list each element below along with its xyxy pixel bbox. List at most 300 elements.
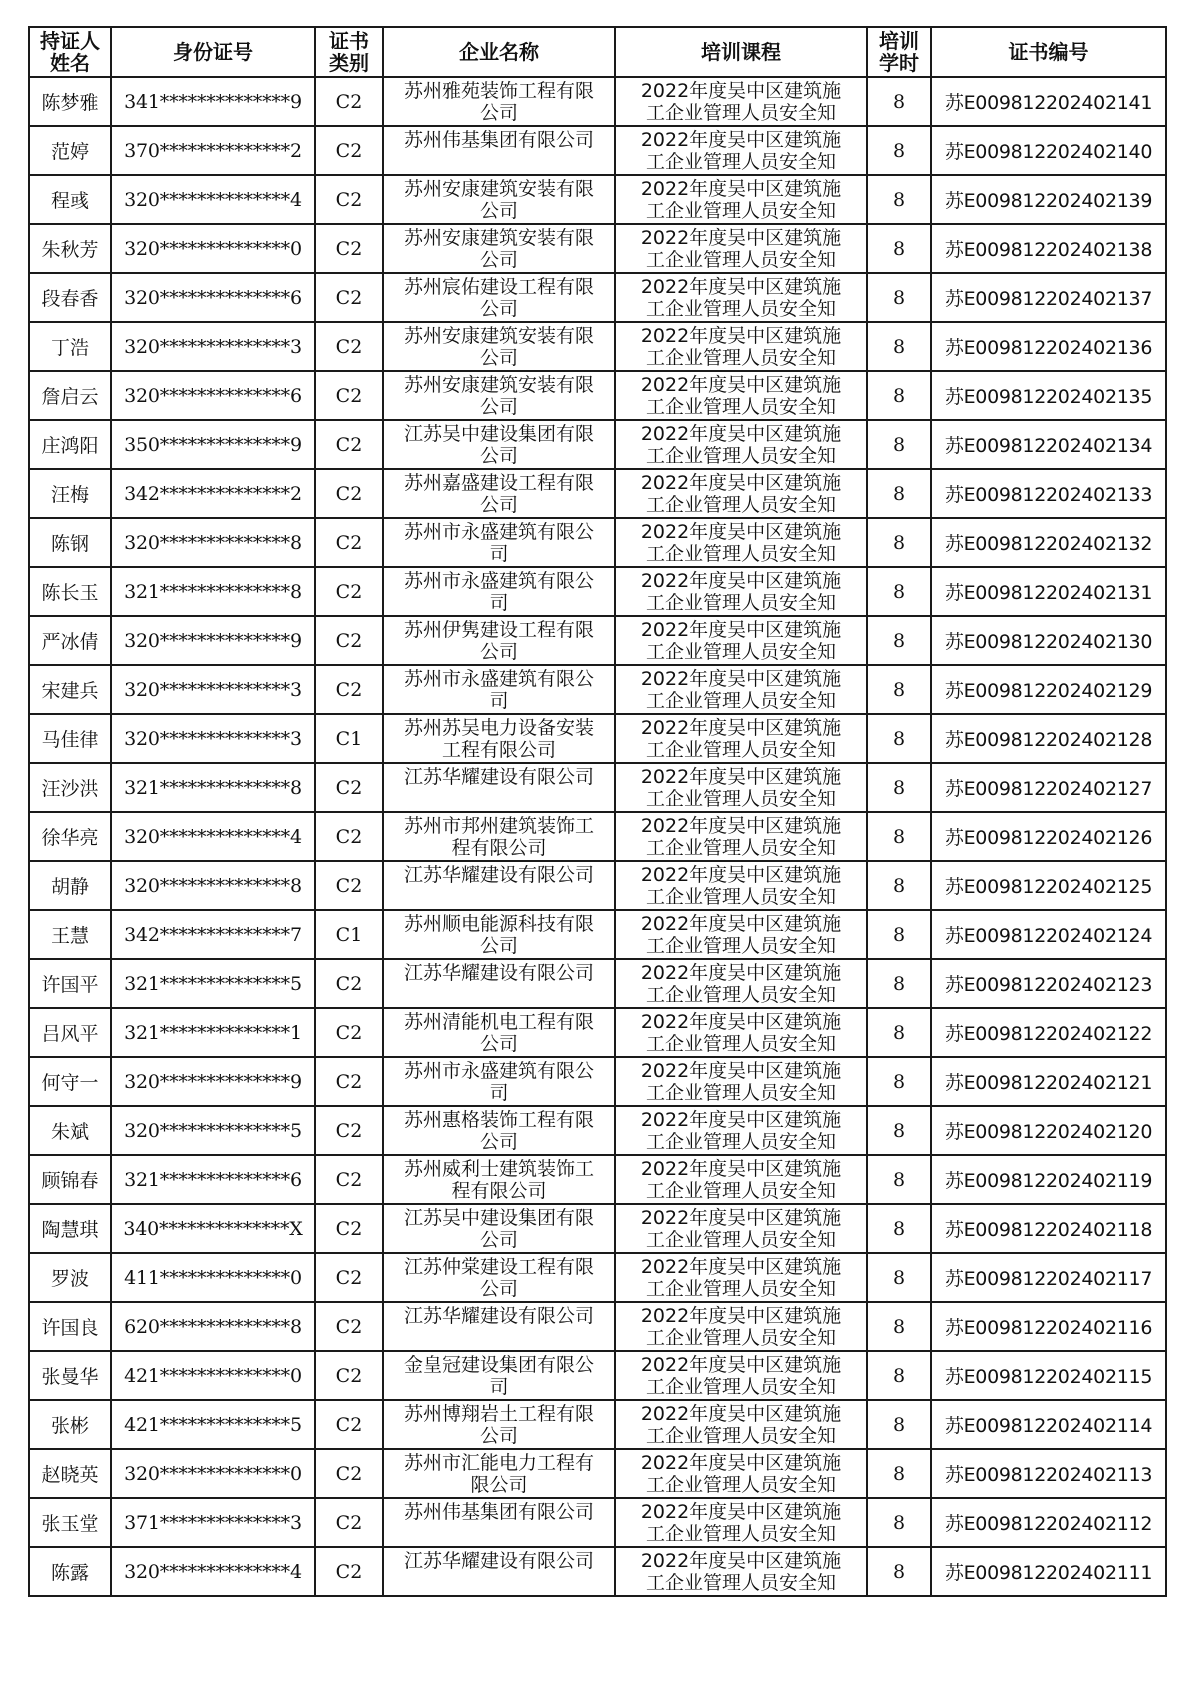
cert-type-cell: C2: [315, 518, 383, 567]
company-cell: [383, 322, 615, 371]
table-body: [29, 77, 1166, 1596]
company-cell: [383, 1008, 615, 1057]
company-cell-text: 江苏华耀建设有限公司: [404, 1305, 594, 1327]
company-cell-text: 苏州市永盛建筑有限公司: [404, 570, 594, 614]
hours-cell: 8: [867, 861, 931, 910]
id-number-cell: 321**************8: [111, 763, 315, 812]
course-cell-text: 2022年度吴中区建筑施工企业管理人员安全知: [640, 472, 842, 516]
holder-name-cell: 陈长玉: [29, 567, 111, 616]
holder-name-cell: 许国良: [29, 1302, 111, 1351]
hours-cell: 8: [867, 567, 931, 616]
course-cell: [615, 1302, 867, 1351]
header-company: 企业名称: [383, 27, 615, 77]
course-cell: [615, 959, 867, 1008]
table-row: [29, 1302, 1166, 1351]
holder-name-cell: 吕风平: [29, 1008, 111, 1057]
hours-cell: 8: [867, 518, 931, 567]
table-row: [29, 1106, 1166, 1155]
company-cell-text: 苏州安康建筑安装有限公司: [404, 178, 594, 222]
header-id-number: 身份证号: [111, 27, 315, 77]
holder-name-cell: 汪梅: [29, 469, 111, 518]
course-cell-text: 2022年度吴中区建筑施工企业管理人员安全知: [640, 521, 842, 565]
hours-cell: 8: [867, 420, 931, 469]
company-cell: [383, 1547, 615, 1596]
cert-number-cell: 苏E009812202402113: [931, 1449, 1166, 1498]
course-cell-text: 2022年度吴中区建筑施工企业管理人员安全知: [640, 570, 842, 614]
id-number-cell: 411**************0: [111, 1253, 315, 1302]
holder-name-cell: 赵晓英: [29, 1449, 111, 1498]
header-row: [29, 27, 1166, 77]
cert-number-cell: 苏E009812202402135: [931, 371, 1166, 420]
course-cell: [615, 371, 867, 420]
course-cell: [615, 763, 867, 812]
company-cell: [383, 665, 615, 714]
cert-number-cell: 苏E009812202402117: [931, 1253, 1166, 1302]
hours-cell: 8: [867, 1155, 931, 1204]
course-cell: [615, 1253, 867, 1302]
cert-type-cell: C2: [315, 1449, 383, 1498]
holder-name-cell: 许国平: [29, 959, 111, 1008]
cert-type-cell: C2: [315, 1106, 383, 1155]
cert-type-cell: C2: [315, 616, 383, 665]
cert-number-cell: 苏E009812202402121: [931, 1057, 1166, 1106]
course-cell-text: 2022年度吴中区建筑施工企业管理人员安全知: [640, 1011, 842, 1055]
course-cell-text: 2022年度吴中区建筑施工企业管理人员安全知: [640, 962, 842, 1006]
company-cell: [383, 567, 615, 616]
cert-type-cell: C2: [315, 665, 383, 714]
id-number-cell: 320**************4: [111, 812, 315, 861]
hours-cell: 8: [867, 224, 931, 273]
cert-number-cell: 苏E009812202402119: [931, 1155, 1166, 1204]
id-number-cell: 320**************5: [111, 1106, 315, 1155]
hours-cell: 8: [867, 665, 931, 714]
cert-number-cell: 苏E009812202402125: [931, 861, 1166, 910]
hours-cell: 8: [867, 714, 931, 763]
course-cell: [615, 469, 867, 518]
company-cell-text: 苏州伟基集团有限公司: [404, 129, 594, 151]
hours-cell: 8: [867, 1302, 931, 1351]
cert-type-cell: C2: [315, 77, 383, 126]
company-cell-text: 苏州市永盛建筑有限公司: [404, 1060, 594, 1104]
id-number-cell: 620**************8: [111, 1302, 315, 1351]
course-cell: [615, 812, 867, 861]
holder-name-cell: 陈露: [29, 1547, 111, 1596]
course-cell-text: 2022年度吴中区建筑施工企业管理人员安全知: [640, 1305, 842, 1349]
company-cell: [383, 1204, 615, 1253]
cert-type-cell: C2: [315, 175, 383, 224]
company-cell-text: 苏州市永盛建筑有限公司: [404, 521, 594, 565]
cert-type-cell: C2: [315, 1204, 383, 1253]
id-number-cell: 342**************7: [111, 910, 315, 959]
cert-type-cell: C1: [315, 714, 383, 763]
holder-name-cell: 张玉堂: [29, 1498, 111, 1547]
id-number-cell: 321**************1: [111, 1008, 315, 1057]
hours-cell: 8: [867, 959, 931, 1008]
cert-type-cell: C2: [315, 126, 383, 175]
table-row: [29, 175, 1166, 224]
company-cell: [383, 714, 615, 763]
course-cell-text: 2022年度吴中区建筑施工企业管理人员安全知: [640, 815, 842, 859]
course-cell: [615, 616, 867, 665]
company-cell-text: 苏州苏吴电力设备安装工程有限公司: [404, 717, 594, 761]
course-cell: [615, 420, 867, 469]
cert-number-cell: 苏E009812202402111: [931, 1547, 1166, 1596]
company-cell-text: 苏州市永盛建筑有限公司: [404, 668, 594, 712]
hours-cell: 8: [867, 763, 931, 812]
table-row: [29, 1253, 1166, 1302]
company-cell: [383, 175, 615, 224]
course-cell-text: 2022年度吴中区建筑施工企业管理人员安全知: [640, 374, 842, 418]
table-row: [29, 273, 1166, 322]
cert-number-cell: 苏E009812202402114: [931, 1400, 1166, 1449]
hours-cell: 8: [867, 1547, 931, 1596]
course-cell-text: 2022年度吴中区建筑施工企业管理人员安全知: [640, 864, 842, 908]
id-number-cell: 321**************8: [111, 567, 315, 616]
table-row: [29, 77, 1166, 126]
id-number-cell: 320**************3: [111, 714, 315, 763]
header-holder-name: 持证人姓名: [29, 27, 111, 77]
table-row: [29, 763, 1166, 812]
table-row: [29, 126, 1166, 175]
cert-number-cell: 苏E009812202402136: [931, 322, 1166, 371]
table-row: [29, 371, 1166, 420]
company-cell-text: 苏州威利士建筑装饰工程有限公司: [404, 1158, 594, 1202]
table-row: [29, 1449, 1166, 1498]
table-row: [29, 812, 1166, 861]
cert-number-cell: 苏E009812202402133: [931, 469, 1166, 518]
company-cell: [383, 1498, 615, 1547]
cert-number-cell: 苏E009812202402129: [931, 665, 1166, 714]
table-header: [29, 27, 1166, 77]
company-cell-text: 苏州安康建筑安装有限公司: [404, 374, 594, 418]
id-number-cell: 320**************4: [111, 1547, 315, 1596]
course-cell-text: 2022年度吴中区建筑施工企业管理人员安全知: [640, 1403, 842, 1447]
holder-name-cell: 宋建兵: [29, 665, 111, 714]
id-number-cell: 340**************X: [111, 1204, 315, 1253]
table-row: [29, 1155, 1166, 1204]
course-cell: [615, 567, 867, 616]
table-row: [29, 861, 1166, 910]
hours-cell: 8: [867, 371, 931, 420]
course-cell: [615, 518, 867, 567]
id-number-cell: 320**************4: [111, 175, 315, 224]
hours-cell: 8: [867, 1400, 931, 1449]
company-cell-text: 江苏吴中建设集团有限公司: [404, 423, 594, 467]
cert-type-cell: C2: [315, 1498, 383, 1547]
company-cell: [383, 616, 615, 665]
id-number-cell: 350**************9: [111, 420, 315, 469]
hours-cell: 8: [867, 1008, 931, 1057]
hours-cell: 8: [867, 1253, 931, 1302]
id-number-cell: 320**************6: [111, 371, 315, 420]
course-cell-text: 2022年度吴中区建筑施工企业管理人员安全知: [640, 668, 842, 712]
course-cell-text: 2022年度吴中区建筑施工企业管理人员安全知: [640, 227, 842, 271]
holder-name-cell: 朱斌: [29, 1106, 111, 1155]
holder-name-cell: 朱秋芳: [29, 224, 111, 273]
company-cell-text: 苏州安康建筑安装有限公司: [404, 325, 594, 369]
course-cell: [615, 1400, 867, 1449]
company-cell: [383, 812, 615, 861]
header-course: 培训课程: [615, 27, 867, 77]
course-cell-text: 2022年度吴中区建筑施工企业管理人员安全知: [640, 1550, 842, 1594]
course-cell: [615, 910, 867, 959]
course-cell: [615, 273, 867, 322]
holder-name-cell: 张曼华: [29, 1351, 111, 1400]
cert-type-cell: C2: [315, 469, 383, 518]
holder-name-cell: 陈钢: [29, 518, 111, 567]
course-cell: [615, 861, 867, 910]
course-cell-text: 2022年度吴中区建筑施工企业管理人员安全知: [640, 1207, 842, 1251]
holder-name-cell: 陈梦雅: [29, 77, 111, 126]
course-cell: [615, 1449, 867, 1498]
company-cell-text: 江苏仲棠建设工程有限公司: [404, 1256, 594, 1300]
course-cell: [615, 665, 867, 714]
hours-cell: 8: [867, 812, 931, 861]
id-number-cell: 320**************0: [111, 1449, 315, 1498]
hours-cell: 8: [867, 1204, 931, 1253]
company-cell: [383, 1400, 615, 1449]
holder-name-cell: 罗波: [29, 1253, 111, 1302]
course-cell-text: 2022年度吴中区建筑施工企业管理人员安全知: [640, 766, 842, 810]
course-cell-text: 2022年度吴中区建筑施工企业管理人员安全知: [640, 1109, 842, 1153]
header-hours: 培训学时: [867, 27, 931, 77]
holder-name-cell: 徐华亮: [29, 812, 111, 861]
cert-type-cell: C2: [315, 322, 383, 371]
course-cell: [615, 1155, 867, 1204]
company-cell-text: 金皇冠建设集团有限公司: [404, 1354, 594, 1398]
holder-name-cell: 马佳律: [29, 714, 111, 763]
company-cell: [383, 861, 615, 910]
course-cell: [615, 322, 867, 371]
company-cell-text: 苏州博翔岩土工程有限公司: [404, 1403, 594, 1447]
cert-number-cell: 苏E009812202402130: [931, 616, 1166, 665]
id-number-cell: 321**************5: [111, 959, 315, 1008]
holder-name-cell: 丁浩: [29, 322, 111, 371]
hours-cell: 8: [867, 175, 931, 224]
course-cell-text: 2022年度吴中区建筑施工企业管理人员安全知: [640, 276, 842, 320]
cert-type-cell: C2: [315, 812, 383, 861]
holder-name-cell: 范婷: [29, 126, 111, 175]
company-cell-text: 江苏华耀建设有限公司: [404, 1550, 594, 1572]
company-cell: [383, 1351, 615, 1400]
course-cell: [615, 1106, 867, 1155]
holder-name-cell: 张彬: [29, 1400, 111, 1449]
cert-type-cell: C2: [315, 1302, 383, 1351]
holder-name-cell: 詹启云: [29, 371, 111, 420]
company-cell: [383, 1302, 615, 1351]
holder-name-cell: 程彧: [29, 175, 111, 224]
holder-name-cell: 汪沙洪: [29, 763, 111, 812]
company-cell: [383, 273, 615, 322]
hours-cell: 8: [867, 77, 931, 126]
course-cell: [615, 1008, 867, 1057]
course-cell-text: 2022年度吴中区建筑施工企业管理人员安全知: [640, 129, 842, 173]
hours-cell: 8: [867, 1106, 931, 1155]
id-number-cell: 320**************9: [111, 1057, 315, 1106]
cert-number-cell: 苏E009812202402115: [931, 1351, 1166, 1400]
cert-number-cell: 苏E009812202402118: [931, 1204, 1166, 1253]
company-cell-text: 苏州清能机电工程有限公司: [404, 1011, 594, 1055]
company-cell-text: 江苏华耀建设有限公司: [404, 864, 594, 886]
cert-number-cell: 苏E009812202402116: [931, 1302, 1166, 1351]
company-cell-text: 苏州安康建筑安装有限公司: [404, 227, 594, 271]
company-cell: [383, 1106, 615, 1155]
company-cell: [383, 1057, 615, 1106]
cert-number-cell: 苏E009812202402127: [931, 763, 1166, 812]
company-cell: [383, 126, 615, 175]
table-row: [29, 567, 1166, 616]
holder-name-cell: 庄鸿阳: [29, 420, 111, 469]
holder-name-cell: 陶慧琪: [29, 1204, 111, 1253]
course-cell: [615, 175, 867, 224]
cert-type-cell: C2: [315, 371, 383, 420]
id-number-cell: 320**************6: [111, 273, 315, 322]
course-cell-text: 2022年度吴中区建筑施工企业管理人员安全知: [640, 1158, 842, 1202]
holder-name-cell: 顾锦春: [29, 1155, 111, 1204]
holder-name-cell: 何守一: [29, 1057, 111, 1106]
table-row: [29, 322, 1166, 371]
course-cell-text: 2022年度吴中区建筑施工企业管理人员安全知: [640, 717, 842, 761]
cert-number-cell: 苏E009812202402123: [931, 959, 1166, 1008]
cert-type-cell: C2: [315, 959, 383, 1008]
id-number-cell: 421**************5: [111, 1400, 315, 1449]
table-row: [29, 910, 1166, 959]
holder-name-cell: 段春香: [29, 273, 111, 322]
company-cell: [383, 469, 615, 518]
company-cell-text: 苏州惠格装饰工程有限公司: [404, 1109, 594, 1153]
company-cell: [383, 224, 615, 273]
course-cell: [615, 77, 867, 126]
cert-type-cell: C2: [315, 420, 383, 469]
course-cell-text: 2022年度吴中区建筑施工企业管理人员安全知: [640, 619, 842, 663]
company-cell-text: 苏州雅苑装饰工程有限公司: [404, 80, 594, 124]
cert-number-cell: 苏E009812202402120: [931, 1106, 1166, 1155]
company-cell: [383, 1449, 615, 1498]
table-row: [29, 1204, 1166, 1253]
cert-type-cell: C2: [315, 224, 383, 273]
company-cell-text: 苏州市邦州建筑装饰工程有限公司: [404, 815, 594, 859]
certificate-roster-table: [28, 26, 1167, 1597]
id-number-cell: 370**************2: [111, 126, 315, 175]
id-number-cell: 321**************6: [111, 1155, 315, 1204]
id-number-cell: 320**************8: [111, 518, 315, 567]
course-cell: [615, 126, 867, 175]
hours-cell: 8: [867, 1449, 931, 1498]
cert-type-cell: C2: [315, 567, 383, 616]
cert-type-cell: C2: [315, 1400, 383, 1449]
id-number-cell: 320**************0: [111, 224, 315, 273]
table-row: [29, 1400, 1166, 1449]
hours-cell: 8: [867, 616, 931, 665]
cert-number-cell: 苏E009812202402112: [931, 1498, 1166, 1547]
company-cell-text: 苏州市汇能电力工程有限公司: [404, 1452, 594, 1496]
table-row: [29, 714, 1166, 763]
cert-type-cell: C2: [315, 1547, 383, 1596]
cert-number-cell: 苏E009812202402140: [931, 126, 1166, 175]
cert-number-cell: 苏E009812202402141: [931, 77, 1166, 126]
table-row: [29, 1351, 1166, 1400]
course-cell: [615, 714, 867, 763]
course-cell-text: 2022年度吴中区建筑施工企业管理人员安全知: [640, 1501, 842, 1545]
id-number-cell: 342**************2: [111, 469, 315, 518]
table-row: [29, 665, 1166, 714]
cert-type-cell: C1: [315, 910, 383, 959]
company-cell: [383, 1155, 615, 1204]
course-cell: [615, 1547, 867, 1596]
cert-number-cell: 苏E009812202402128: [931, 714, 1166, 763]
course-cell-text: 2022年度吴中区建筑施工企业管理人员安全知: [640, 80, 842, 124]
course-cell-text: 2022年度吴中区建筑施工企业管理人员安全知: [640, 325, 842, 369]
hours-cell: 8: [867, 322, 931, 371]
table-row: [29, 1057, 1166, 1106]
holder-name-cell: 胡静: [29, 861, 111, 910]
company-cell-text: 江苏吴中建设集团有限公司: [404, 1207, 594, 1251]
hours-cell: 8: [867, 273, 931, 322]
id-number-cell: 320**************8: [111, 861, 315, 910]
table-row: [29, 469, 1166, 518]
company-cell: [383, 420, 615, 469]
table-row: [29, 1008, 1166, 1057]
cert-number-cell: 苏E009812202402131: [931, 567, 1166, 616]
cert-number-cell: 苏E009812202402122: [931, 1008, 1166, 1057]
cert-number-cell: 苏E009812202402124: [931, 910, 1166, 959]
cert-type-cell: C2: [315, 1155, 383, 1204]
cert-type-cell: C2: [315, 273, 383, 322]
course-cell: [615, 1204, 867, 1253]
company-cell-text: 苏州嘉盛建设工程有限公司: [404, 472, 594, 516]
cert-number-cell: 苏E009812202402132: [931, 518, 1166, 567]
cert-type-cell: C2: [315, 1008, 383, 1057]
course-cell: [615, 1498, 867, 1547]
cert-type-cell: C2: [315, 1351, 383, 1400]
company-cell-text: 苏州宸佑建设工程有限公司: [404, 276, 594, 320]
id-number-cell: 371**************3: [111, 1498, 315, 1547]
company-cell: [383, 1253, 615, 1302]
company-cell-text: 江苏华耀建设有限公司: [404, 962, 594, 984]
table-row: [29, 224, 1166, 273]
course-cell-text: 2022年度吴中区建筑施工企业管理人员安全知: [640, 1060, 842, 1104]
company-cell-text: 江苏华耀建设有限公司: [404, 766, 594, 788]
hours-cell: 8: [867, 1351, 931, 1400]
course-cell-text: 2022年度吴中区建筑施工企业管理人员安全知: [640, 1354, 842, 1398]
company-cell-text: 苏州伊隽建设工程有限公司: [404, 619, 594, 663]
hours-cell: 8: [867, 1498, 931, 1547]
course-cell: [615, 1057, 867, 1106]
cert-number-cell: 苏E009812202402134: [931, 420, 1166, 469]
cert-number-cell: 苏E009812202402138: [931, 224, 1166, 273]
table-row: [29, 1547, 1166, 1596]
id-number-cell: 421**************0: [111, 1351, 315, 1400]
company-cell: [383, 371, 615, 420]
id-number-cell: 320**************9: [111, 616, 315, 665]
table-row: [29, 959, 1166, 1008]
cert-type-cell: C2: [315, 861, 383, 910]
cert-number-cell: 苏E009812202402137: [931, 273, 1166, 322]
table-row: [29, 518, 1166, 567]
header-cert-number: 证书编号: [931, 27, 1166, 77]
company-cell: [383, 959, 615, 1008]
header-cert-type: 证书类别: [315, 27, 383, 77]
company-cell: [383, 763, 615, 812]
course-cell: [615, 1351, 867, 1400]
course-cell-text: 2022年度吴中区建筑施工企业管理人员安全知: [640, 178, 842, 222]
hours-cell: 8: [867, 910, 931, 959]
id-number-cell: 320**************3: [111, 322, 315, 371]
company-cell: [383, 910, 615, 959]
company-cell-text: 苏州顺电能源科技有限公司: [404, 913, 594, 957]
course-cell-text: 2022年度吴中区建筑施工企业管理人员安全知: [640, 1452, 842, 1496]
cert-type-cell: C2: [315, 1253, 383, 1302]
